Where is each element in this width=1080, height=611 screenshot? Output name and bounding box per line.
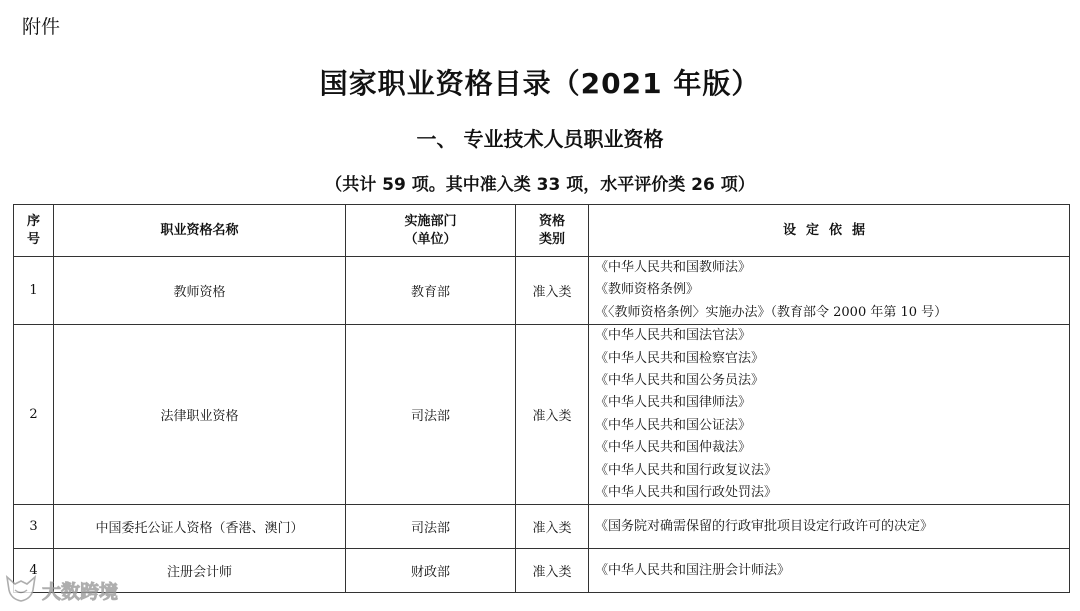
department-cell: 司法部 <box>346 325 516 505</box>
header-serial-line2: 号 <box>26 231 40 247</box>
qualification-name-cell: 教师资格 <box>54 257 346 325</box>
count-summary: （共计 59 项。其中准入类 33 项，水平评价类 26 项） <box>325 175 755 195</box>
category-cell: 准入类 <box>516 505 589 549</box>
basis-cell <box>589 257 1070 325</box>
header-category-line2: 类别 <box>538 231 565 247</box>
watermark-text: 大数跨境 <box>42 580 119 603</box>
department-cell: 教育部 <box>346 257 516 325</box>
section-heading: 一、 专业技术人员职业资格 <box>416 127 664 151</box>
department-cell: 司法部 <box>346 505 516 549</box>
watermark <box>4 574 118 606</box>
serial-cell: 2 <box>14 325 54 505</box>
basis-item: 《国务院对确需保留的行政审批项目设定行政许可的决定》 <box>595 518 934 534</box>
attachment-label: 附件 <box>22 16 61 38</box>
serial-cell: 3 <box>14 505 54 549</box>
page-title: 国家职业资格目录（2021 年版） <box>319 67 761 100</box>
header-basis: 设定依据 <box>589 205 1070 257</box>
header-category-line1: 资格 <box>538 213 565 229</box>
header-department <box>346 205 516 257</box>
basis-item: 《〈教师资格条例〉实施办法》（教育部令 2000 年第 10 号） <box>595 304 948 320</box>
basis-item: 《中华人民共和国检察官法》 <box>595 350 765 366</box>
table-row <box>14 549 1070 593</box>
category-cell: 准入类 <box>516 257 589 325</box>
qualification-name-cell: 法律职业资格 <box>54 325 346 505</box>
basis-item: 《中华人民共和国仲裁法》 <box>595 440 752 456</box>
basis-item: 《中华人民共和国公务员法》 <box>595 373 765 389</box>
basis-item: 《中华人民共和国法官法》 <box>595 328 752 344</box>
qualification-name-cell: 中国委托公证人资格（香港、澳门） <box>54 505 346 549</box>
serial-cell: 4 <box>14 549 54 593</box>
header-serial-line1: 序 <box>26 213 40 229</box>
category-cell: 准入类 <box>516 325 589 505</box>
basis-item: 《中华人民共和国教师法》 <box>595 260 752 275</box>
header-dept-line2: （单位） <box>404 231 457 247</box>
header-serial <box>14 205 54 257</box>
serial-cell: 1 <box>14 257 54 325</box>
fox-logo-icon <box>4 573 38 607</box>
basis-item: 《中华人民共和国行政处罚法》 <box>595 485 778 501</box>
category-cell: 准入类 <box>516 549 589 593</box>
header-name: 职业资格名称 <box>54 205 346 257</box>
table-row <box>14 257 1070 325</box>
header-category <box>516 205 589 257</box>
basis-item: 《中华人民共和国公证法》 <box>595 417 752 433</box>
qualification-name-cell: 注册会计师 <box>54 549 346 593</box>
table-header-row <box>14 205 1070 257</box>
basis-cell <box>589 505 1070 549</box>
qualification-table <box>13 204 1070 593</box>
table-row <box>14 505 1070 549</box>
basis-item: 《中华人民共和国注册会计师法》 <box>595 562 791 578</box>
basis-item: 《中华人民共和国行政复议法》 <box>595 462 778 478</box>
basis-cell <box>589 549 1070 593</box>
basis-item: 《中华人民共和国律师法》 <box>595 395 752 411</box>
basis-cell <box>589 325 1070 505</box>
department-cell: 财政部 <box>346 549 516 593</box>
basis-item: 《教师资格条例》 <box>595 282 700 298</box>
header-dept-line1: 实施部门 <box>404 213 457 229</box>
table-row <box>14 325 1070 505</box>
